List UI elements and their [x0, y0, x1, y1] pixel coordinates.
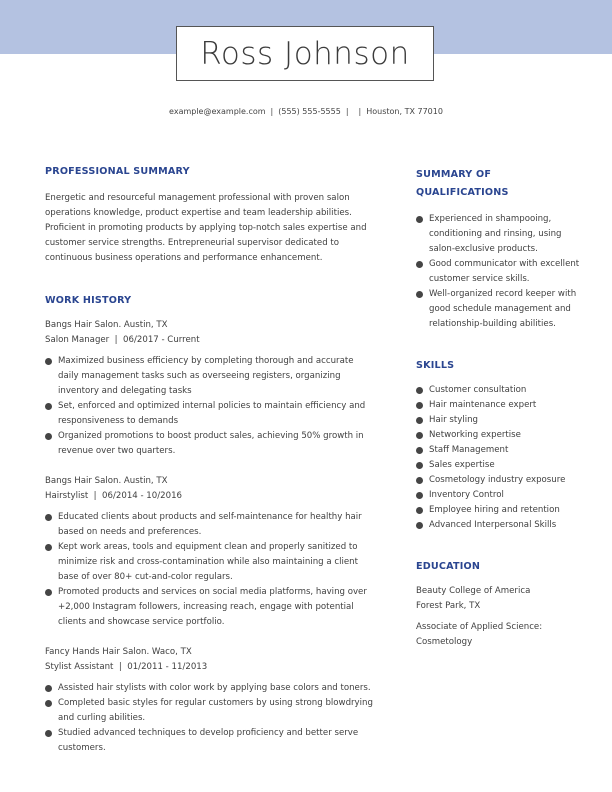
name-box: [176, 26, 434, 81]
contact-email: example@example.com: [169, 107, 266, 116]
contact-location: Houston, TX 77010: [366, 107, 443, 116]
contact-phone: (555) 555-5555: [278, 107, 341, 116]
job-dates: 06/2014 - 10/2016: [102, 491, 183, 501]
job-company: Bangs Hair Salon. Austin, TX: [45, 320, 168, 330]
list-item: Inventory Control: [416, 488, 586, 503]
list-item: Cosmetology industry exposure: [416, 473, 586, 488]
list-item: Studied advanced techniques to develop proficiency and better serve customers.: [45, 726, 375, 756]
job-title-line: Stylist Assistant | 01/2011 - 11/2013: [45, 662, 208, 672]
skills-list: [416, 383, 586, 533]
list-item: Staff Management: [416, 443, 586, 458]
list-item: Employee hiring and retention: [416, 503, 586, 518]
list-item: Well-organized record keeper with good schedule management and relationship-building abilities.: [416, 287, 586, 332]
list-item: Kept work areas, tools and equipment clean and properly sanitized to minimize risk and cross-contamination while also maintaining a client base of over 80+ cut-and-color regulars.: [45, 540, 375, 585]
job-title-line: Hairstylist | 06/2014 - 10/2016: [45, 491, 183, 501]
list-item: Sales expertise: [416, 458, 586, 473]
list-item: Assisted hair stylists with color work by applying base colors and toners.: [45, 681, 375, 696]
list-item: Promoted products and services on social media platforms, having over +2,000 Instagram followers, increasing reach, engage with potential clients and showcase service portfolio.: [45, 585, 375, 630]
education-heading: EDUCATION: [416, 561, 481, 572]
qualifications-heading: [416, 166, 586, 202]
job-title-line: Salon Manager | 06/2017 - Current: [45, 335, 200, 345]
list-item: Networking expertise: [416, 428, 586, 443]
summary-text: Energetic and resourceful management professional with proven salon operations knowledge, product expertise and team leadership abilities. Proficient in promoting products by applying top-notch sales expertise and customer service strengths. Entrepreneurial supervisor dedicated to continuous business operations and performance enhancement.: [45, 193, 367, 263]
right-column: [416, 166, 586, 650]
candidate-name: Ross Johnson: [200, 35, 410, 72]
job-position: Salon Manager: [45, 335, 110, 345]
contact-line: example@example.com | (555) 555-5555 | | Houston, TX 77010: [169, 107, 443, 116]
job-dates: 06/2017 - Current: [123, 335, 200, 345]
job-entry: [45, 474, 375, 630]
left-column: [45, 166, 375, 756]
job-bullets: [45, 510, 375, 630]
qualifications-list: [416, 212, 586, 332]
list-item: Hair maintenance expert: [416, 398, 586, 413]
qualifications-heading-line2: QUALIFICATIONS: [416, 187, 509, 198]
job-entry: [45, 645, 375, 756]
list-item: Good communicator with excellent customer service skills.: [416, 257, 586, 287]
job-position: Hairstylist: [45, 491, 89, 501]
job-bullets: [45, 354, 375, 459]
summary-heading: PROFESSIONAL SUMMARY: [45, 166, 190, 177]
job-company: Bangs Hair Salon. Austin, TX: [45, 476, 168, 486]
job-position: Stylist Assistant: [45, 662, 114, 672]
degree: Associate of Applied Science: Cosmetology: [416, 622, 543, 647]
list-item: Maximized business efficiency by completing thorough and accurate daily management tasks such as overseeing registers, organizing inventory and delegating tasks: [45, 354, 375, 399]
skills-heading: SKILLS: [416, 360, 455, 371]
job-entry: [45, 318, 375, 459]
education-entry: [416, 584, 586, 650]
work-history-heading: WORK HISTORY: [45, 295, 132, 306]
list-item: Experienced in shampooing, conditioning and rinsing, using salon-exclusive products.: [416, 212, 586, 257]
list-item: Completed basic styles for regular customers by using strong blowdrying and curling abilities.: [45, 696, 375, 726]
qualifications-heading-line1: SUMMARY OF: [416, 169, 492, 180]
list-item: Educated clients about products and self-maintenance for healthy hair based on needs and preferences.: [45, 510, 375, 540]
list-item: Customer consultation: [416, 383, 586, 398]
list-item: Set, enforced and optimized internal policies to maintain efficiency and responsiveness to demands: [45, 399, 375, 429]
school-location: Forest Park, TX: [416, 601, 481, 611]
list-item: Organized promotions to boost product sales, achieving 50% growth in revenue over two quarters.: [45, 429, 375, 459]
list-item: Hair styling: [416, 413, 586, 428]
list-item: Advanced Interpersonal Skills: [416, 518, 586, 533]
job-bullets: [45, 681, 375, 756]
job-dates: 01/2011 - 11/2013: [127, 662, 208, 672]
job-company: Fancy Hands Hair Salon. Waco, TX: [45, 647, 192, 657]
school-name: Beauty College of America: [416, 586, 531, 596]
